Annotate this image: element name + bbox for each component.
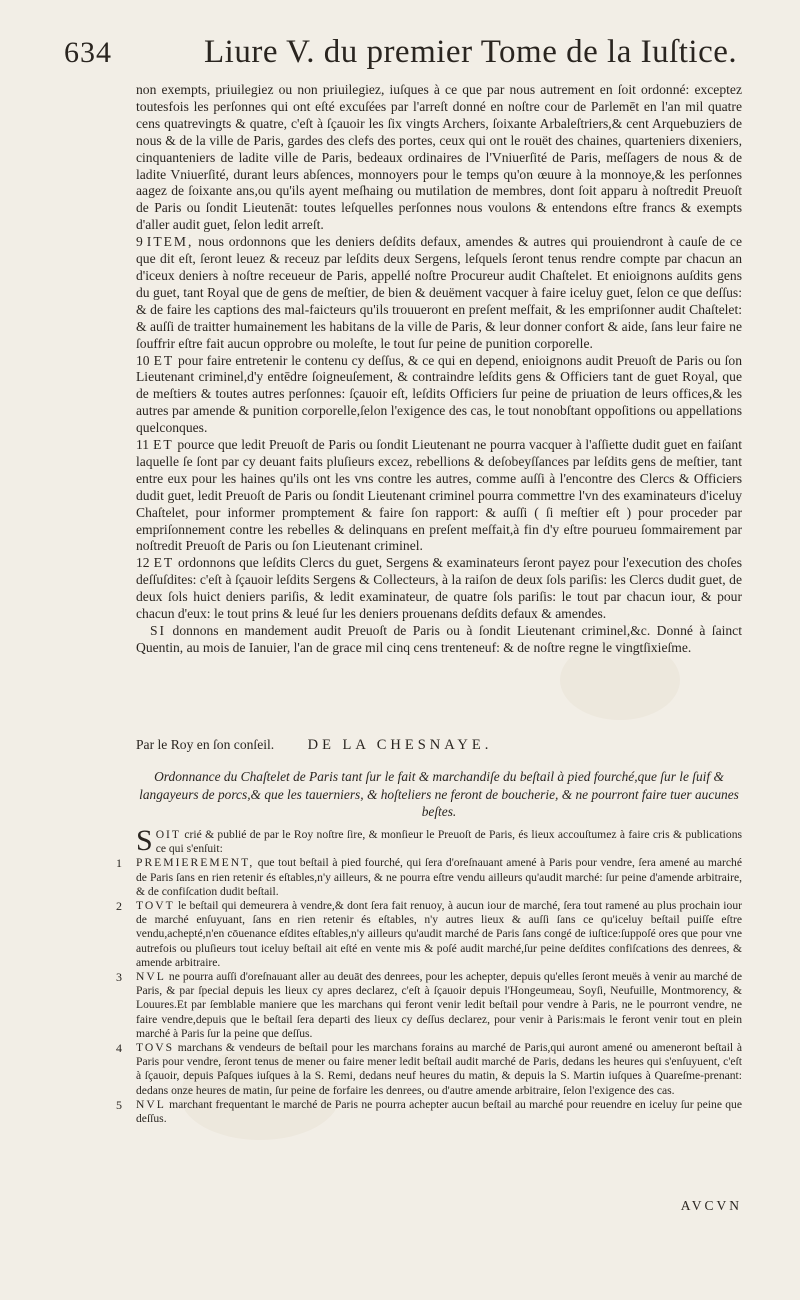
article-lead: OIT [155,828,182,841]
article-lead: SI [150,623,167,638]
article-12: 12 ET ordonnons que leſdits Clercs du guet, Sergens & examinateurs ſeront payez pour l'execution des choſes deſſuſdites: c'eſt à ſçauoir leſdits Sergens & Collecteurs, à la raiſon de deux ſols pariſis: les Clercs dudit guet, de deux ſols huict deniers pariſis, & ledit examinateur, de quatre ſols pariſis: le tout par chacun iour, & pour chacun d'eux: le tout prins & leué ſur les deniers prouenans deſdits defaux & amendes. [136,555,742,622]
article-10: 10 ET pour faire entretenir le contenu cy deſſus, & ce qui en depend, enioignons audit Preuoſt de Paris ou ſon Lieutenant criminel,d'y entēdre ſoigneuſement, & contraindre leſdits gens & Officiers tant de guet Royal, que de meſtiers & toutes autres perſonnes: ſçauoir eſt, leſdits Officiers ſur peine de priuation de leurs offices,& les autres par amende & punition corporelle,ſelon l'exigence des cas, le tout nonobſtant oppoſitions ou appellations quelconques. [136,352,742,436]
article-5: 5 NVL marchant frequentant le marché de Paris ne pourra achepter aucun beſtail au marché pour reuendre en iceluy ſur peine que deſſus. [116,1097,742,1126]
article-lead: ITEM, [146,234,194,250]
drop-cap: S [136,824,153,857]
signature-line [136,736,742,754]
margin-number: 5 [116,1097,122,1112]
article-lead: ET [153,352,175,368]
article-4: 4 TOVS marchans & vendeurs de beſtail pour les marchans forains au marché de Paris,qui auront amené ou ameneront beſtail à Paris pour vendre, ſeront tenus de mener ou faire mener ledit beſtail audit marché de Paris, dedans les heures qui s'enſuyuent, c'eſt à ſçauoir, depuis Paſques iuſques à la S. Remi, dedans neuf heures du matin, & depuis la S. Martin iuſques à Quareſme-prenant: dedans onze heures de matin, ſur peine de forfaire les denrees, ou d'autre amende arbitraire, ſelon l'exigence des cas. [116,1041,742,1097]
catchword: AVCVN [680,1198,742,1213]
article-number: 9 [136,234,143,250]
signatory-name: DE LA CHESNAYE. [307,737,493,753]
article-lead: PREMIEREMENT, [136,856,255,870]
margin-number: 1 [116,856,122,871]
article-lead: NVL [136,1097,166,1111]
page-number: 634 [64,36,112,69]
article-3: 3 NVL ne pourra auſſi d'oreſnauant aller au deuāt des denrees, pour les achepter, depuis qu'elles ſeront meuës à venir au marché de Paris, & par ſpecial depuis les lieux cy apres declarez, c'eſt à ſçauoir depuis l'Hongeumeau, Soyſi, Neufuille, Montmorency, & Louures.Et par ſemblable maniere que les marchans qui feront venir ledit beſtail pour vendre à Paris, ne le pourront vendre, ne faire vendre,depuis que le beſtail ſera departi des lieux cy deſſus declarez, pour venir à Paris:mais le feront venir tout en plein marché à Paris ſur la peine que deſſus. [116,970,742,1040]
article-number: 11 [136,437,150,453]
article-11: 11 ET pource que ledit Preuoſt de Paris ou ſondit Lieutenant ne pourra vacquer à l'aſſiette dudit guet en faiſant laquelle ſe ſont par cy deuant faits pluſieurs excez, rebellions & deſobeyſſances par leſdits gens de meſtier, tant entre eux pour les haines qu'ils ont les vns contre les autres, comme auſſi à l'encontre des Clercs & Officiers dudit guet, ledit Preuoſt de Paris ou ſondit Lieutenant criminel pourra commettre l'vn des examinateurs d'iceluy Chaſtelet, pour informer promptement & faire ſon rapport: & auſſi ( ſi meſtier eſt ) pour proceder par empriſonnement contre les rebelles & delinquans en preſent meſfait,à fin d'y eſtre pourueu ſommairement par noſtredit Preuoſt de Paris ou ſon Lieutenant criminel. [136,437,742,554]
article-lead: ET [153,555,175,571]
running-title: Liure V. du premier Tome de la Iuſtice. [204,34,738,70]
article-number: 12 [136,555,150,571]
closing-paragraph: SI donnons en mandement audit Preuoſt de Paris ou à ſondit Lieutenant criminel,&c. Donné à ſainct Quentin, au mois de Ianuier, l'an de grace mil cinq cens trenteneuf: & de noſtre regne le vingtſixieſme. [136,623,742,655]
margin-number: 2 [116,899,122,914]
page-header [64,34,740,84]
ordonnance-text [116,824,742,1126]
article-1: 1 PREMIEREMENT, que tout beſtail à pied fourché, qui ſera d'oreſnauant amené à Paris pour vendre, ſera amené au marché de Paris ſans en rien retenir és eſtables,n'y ailleurs, & ne pourra eſtre vendu ailleurs qu'audit marché: ſur peine d'amende arbitraire, & de confiſcation dudit beſtail. [116,856,742,898]
article-9: 9 ITEM, nous ordonnons que les deniers deſdits defaux, amendes & autres qui prouiendront à cauſe de ce que dit eſt, ſeront leuez & receuz par leſdits deux Sergens, leſquels ſeront tenus rendre compte par chacun an d'iceux deniers à noſtre receueur de Paris, appellé noſtre Procureur audit Chaſtelet. Et enioignons auſdits gens du guet, tant Royal que de gens de meſtier, de bien & deuëment vacquer à faire iceluy guet, ſelon ce que deſſus: & de faire les captions des mal-faicteurs qu'ils trouueront en preſent meſfait, & les empriſonner audit Chaſtelet: & auſſi de traitter humainement les habitans de la ville de Paris, & leur donner confort & aide, ſans leur faire ne ſouffrir eſtre fait aucun opprobre ou moleſte, le tout ſur peine de punition corporelle. [136,234,742,351]
signature-text: Par le Roy en ſon conſeil. [136,737,275,752]
article-lead: TOVT [136,899,175,913]
article-lead: TOVS [136,1041,175,1055]
margin-number: 4 [116,1041,122,1056]
article-number: 10 [136,352,150,368]
ordonnance-title: Ordonnance du Chaſtelet de Paris tant ſur le fait & marchandiſe du beſtail à pied fourché,que ſur le ſuif & langayeurs de porcs,& que les tauerniers, & hoſteliers ne feront de boucherie, & ne pourront faire tuer aucunes beſtes. [139,769,739,819]
article-lead: ET [153,437,174,453]
paragraph-continuation: non exempts, priuilegiez ou non priuilegiez, iuſques à ce que par nous autrement en ſoit ordonné: exceptez toutesfois les perſonnes qui ont eſté excuſées par l'arreſt donné en noſtre cour de Parlemēt en l'an mil quatre cens quatrevingts & quatre, c'eſt à ſçauoir les ſix vingts Archers, ſoixante Arbaleſtriers,& cent Arquebuziers de nous & de la ville de Paris, gardes des clefs des portes, ceux qui ont le rouët des chaines, quarteniers dixeniers, cinquanteniers de ladite ville de Paris, bedeaux ordinaires de l'Vniuerſité de Paris, meſſagers de nous & de ladite Vniuerſité, durant leurs abſences, monnoyers pour le temps qu'on œuure à la monnoye,& les perſonnes aagez de ſoixante ans,ou qu'ils ayent meſhaing ou mutilation de membres, dont ſoit apparu à noſtredit Preuoſt de Paris ou ſondit Lieutenāt: toutes leſquelles perſonnes nous voulons & entendons eſtre francs & exempts d'aller audit guet, ſelon ledit arreſt. [136,82,742,233]
main-text [136,82,742,657]
margin-number: 3 [116,970,122,985]
article-2: 2 TOVT le beſtail qui demeurera à vendre,& dont ſera fait renuoy, à aucun iour de marché, ſera tout ramené au plus prochain iour de marché enſuyuant, ſans en rien retenir és eſtables, n'y autres lieux & auſſi ſans ce qu'iceluy beſtail puiſſe eſtre vendu,achepté,n'en cōuenance eſdites eſtables,n'y ailleurs qu'audit marché de Paris ſans congé de iuſtice:ſuppoſé ores que pour vne autrefois ou pluſieurs tout iceluy beſtail ait eſté en vente mis & poſé audit marché,ſur peine deſdites confiſcations des denrees, & amende arbitraire. [116,899,742,969]
proclamation: SOIT crié & publié de par le Roy noſtre ſire, & monſieur le Preuoſt de Paris, és lieux accouſtumez à faire cris & publications ce qui s'enſuit: [136,824,742,857]
article-lead: NVL [136,970,166,984]
